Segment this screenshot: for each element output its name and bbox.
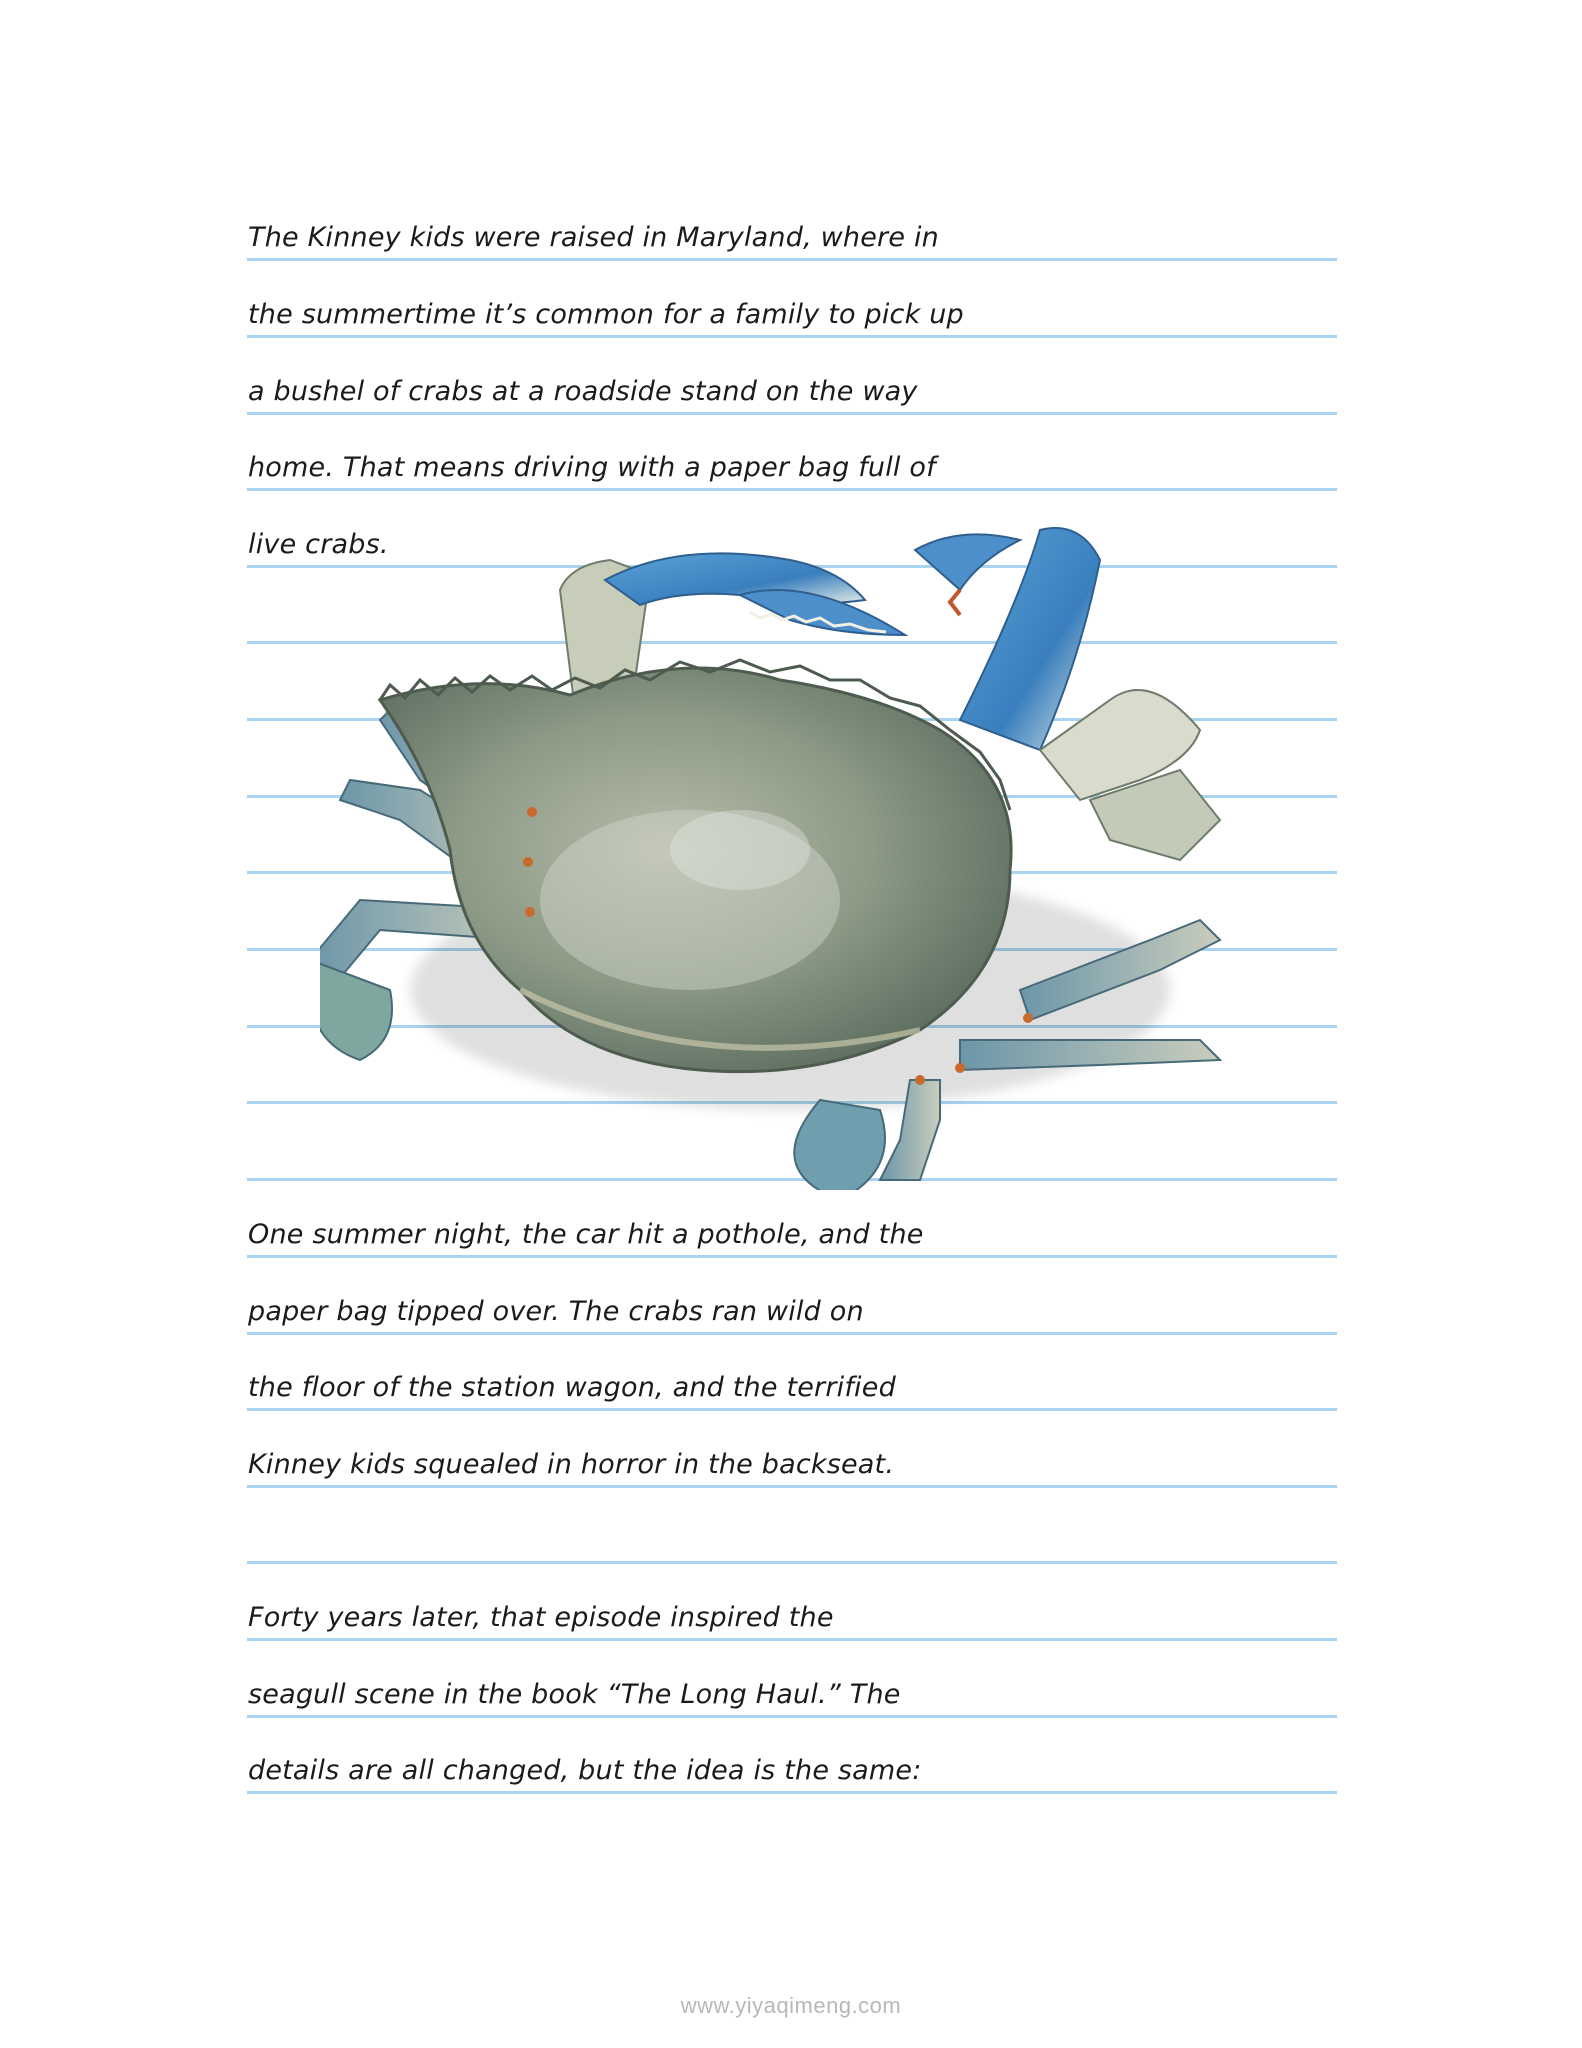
paragraph-line: seagull scene in the book “The Long Haul.” The	[248, 1679, 901, 1710]
watermark-text: www.yiyaqimeng.com	[680, 1993, 902, 2018]
rule-line	[247, 1255, 1337, 1258]
paragraph-line: Kinney kids squealed in horror in the backseat.	[248, 1449, 895, 1480]
rule-line	[247, 488, 1337, 491]
paragraph-line: details are all changed, but the idea is the same:	[248, 1755, 922, 1786]
blue-crab-image	[320, 520, 1310, 1190]
rule-line	[247, 1485, 1337, 1488]
rule-line	[247, 1408, 1337, 1411]
paragraph-line: One summer night, the car hit a pothole, and the	[248, 1219, 924, 1250]
rule-line	[247, 412, 1337, 415]
rule-line	[247, 1791, 1337, 1794]
rule-line	[247, 335, 1337, 338]
paragraph-line: live crabs.	[248, 529, 389, 560]
paragraph-line: a bushel of crabs at a roadside stand on the way	[248, 376, 918, 407]
paragraph-line: Forty years later, that episode inspired the	[248, 1602, 834, 1633]
paragraph-line: the summertime it’s common for a family to pick up	[248, 299, 964, 330]
rule-line	[247, 1715, 1337, 1718]
rule-line	[247, 258, 1337, 261]
paragraph-line: The Kinney kids were raised in Maryland, where in	[248, 222, 939, 253]
rule-line	[247, 1561, 1337, 1564]
paragraph-line: the floor of the station wagon, and the terrified	[248, 1372, 896, 1403]
paragraph-line: paper bag tipped over. The crabs ran wild on	[248, 1296, 864, 1327]
crab-illustration	[320, 520, 1310, 1190]
rule-line	[247, 1638, 1337, 1641]
rule-line	[247, 1332, 1337, 1335]
paragraph-line: home. That means driving with a paper bag full of	[248, 452, 936, 483]
